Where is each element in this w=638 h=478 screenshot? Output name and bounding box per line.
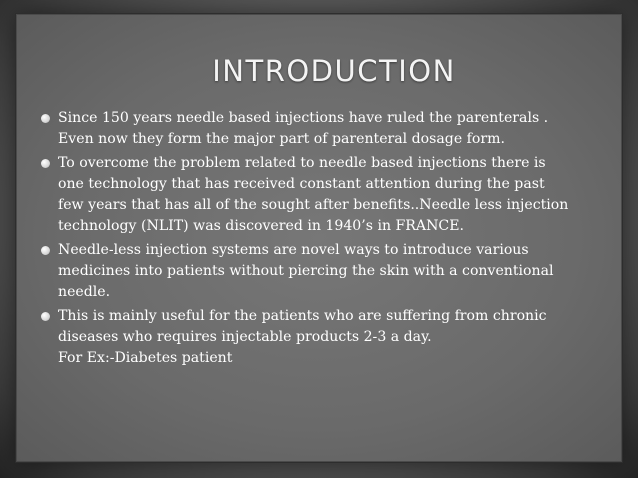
bullet-text-line: This is mainly useful for the patients who are suffering from chronic: [58, 308, 547, 324]
bullet-text-line: Needle-less injection systems are novel ways to introduce various: [58, 242, 529, 258]
bullet-list: [40, 108, 600, 372]
bullet-text-line: one technology that has received constant attention during the past: [58, 176, 545, 192]
bullet-item: [40, 240, 600, 303]
bullet-text-line: diseases who requires injectable products 2-3 a day.: [58, 329, 432, 345]
bullet-dot-icon: [41, 114, 50, 123]
bullet-text-line: Since 150 years needle based injections have ruled the parenterals .: [58, 110, 549, 126]
bullet-text-line: medicines into patients without piercing the skin with a conventional: [58, 263, 554, 279]
slide-title: INTRODUCTION: [212, 54, 456, 88]
bullet-item: [40, 306, 600, 369]
bullet-text-line: Even now they form the major part of parenteral dosage form.: [58, 131, 505, 147]
bullet-text-line: technology (NLIT) was discovered in 1940’s in FRANCE.: [58, 218, 464, 234]
bullet-text-line: To overcome the problem related to needle based injections there is: [58, 155, 546, 171]
bullet-text-line: few years that has all of the sought after benefits..Needle less injection: [58, 197, 569, 213]
bullet-item: [40, 108, 600, 150]
bullet-dot-icon: [41, 312, 50, 321]
bullet-text-line: needle.: [58, 284, 111, 300]
bullet-dot-icon: [41, 246, 50, 255]
bullet-dot-icon: [41, 159, 50, 168]
bullet-text-line: For Ex:-Diabetes patient: [58, 350, 233, 366]
bullet-item: [40, 153, 600, 237]
